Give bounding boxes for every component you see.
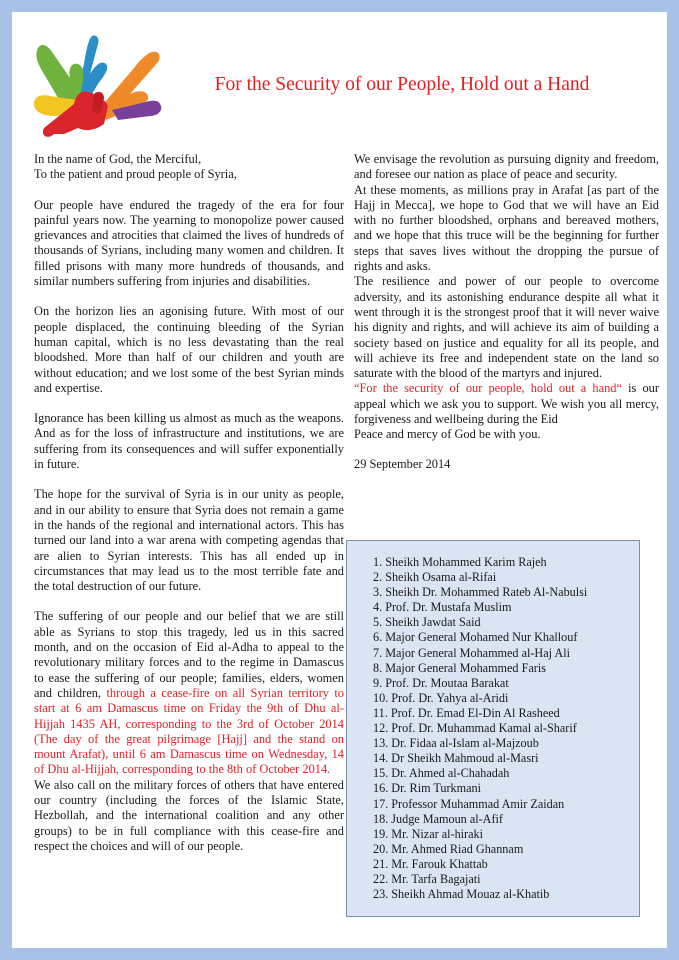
signatory-item: 1. Sheikh Mohammed Karim Rajeh — [373, 555, 547, 569]
signatory-item: 12. Prof. Dr. Muhammad Kamal al-Sharif — [373, 721, 577, 736]
signatory-item: 20. Mr. Ahmed Riad Ghannam — [373, 841, 524, 856]
left-column — [34, 152, 344, 854]
signatory-item: 4. Prof. Dr. Mustafa Muslim — [373, 600, 512, 615]
signatories-list — [373, 555, 639, 902]
paragraph: We envisage the revolution as pursuing dignity and freedom, and foresee our nation as place of peace and security. — [354, 152, 659, 182]
letter-date: 29 September 2014 — [354, 456, 451, 471]
signatory-item: 5. Sheikh Jawdat Said — [373, 615, 481, 630]
signatory-item: 10. Prof. Dr. Yahya al-Aridi — [373, 690, 509, 705]
signatory-item: 8. Major General Mohammed Faris — [373, 660, 546, 675]
greeting-line-1: In the name of God, the Merciful, — [34, 152, 202, 166]
slogan-quote: “For the security of our people, hold out a hand“ — [354, 381, 622, 396]
hands-logo-icon — [34, 34, 164, 142]
signatory-item: 17. Professor Muhammad Amir Zaidan — [373, 796, 565, 811]
paragraph — [354, 381, 659, 427]
signatory-item: 6. Major General Mohamed Nur Khallouf — [373, 630, 578, 645]
signatory-item: 18. Judge Mamoun al-Afif — [373, 811, 503, 826]
paragraph: On the horizon lies an agonising future. With most of our people displaced, the continuing bleeding of the Syrian human capital, which is no less devastating than the real bloodshed. More than half of our children and youth are without education; and we lost some of the best Syrian minds and expertise. — [34, 304, 344, 395]
signatory-item: 22. Mr. Tarfa Bagajati — [373, 871, 481, 886]
right-column — [354, 152, 659, 472]
signatory-item: 2. Sheikh Osama al-Rifai — [373, 570, 497, 585]
appeal-text: The suffering of our people and our belief that we are still able as Syrians to stop this tragedy, led us in this sacred month, and on the occasion of Eid al-Adha to appeal to the revolutionary military forces and to the regime in Damascus to ease the suffering of our people; families, elders, women and children, — [34, 609, 344, 700]
signatory-item: 14. Dr Sheikh Mahmoud al-Masri — [373, 751, 539, 766]
paragraph: The hope for the survival of Syria is in our unity as people, and in our ability to ensure that Syria does not remain a game in the hands of the regional and international actors. This has turned our land into a war arena with competing agendas that are alien to Syrian interests. This has all ended up in circumstances that may lead us to the most terrible fate and the total destruction of our future. — [34, 487, 344, 594]
signatory-item: 16. Dr. Rim Turkmani — [373, 781, 482, 796]
paragraph: Our people have endured the tragedy of the era for four painful years now. The yearning to monopolize power caused grievances and atrocities that claimed the lives of hundreds of thousands of Syrians, including many women and children. It filled prisons with many more hundreds of thousands, and similar numbers suffering from injuries and disabilities. — [34, 197, 344, 289]
signatory-item: 9. Prof. Dr. Moutaa Barakat — [373, 675, 509, 690]
signatory-item: 19. Mr. Nizar al-hiraki — [373, 826, 483, 841]
paragraph — [34, 609, 344, 777]
signatory-item: 11. Prof. Dr. Emad El-Din Al Rasheed — [373, 705, 560, 720]
paragraph: We also call on the military forces of others that have entered our country (including the forces of the Islamic State, Hezbollah, and the international coalition and any other groups) to be in full compliance with this cease-fire and respect the choices and will of our people. — [34, 777, 344, 853]
signatory-item: 23. Sheikh Ahmad Mouaz al-Khatib — [373, 887, 550, 902]
signatories-box — [346, 540, 640, 917]
signatory-item: 21. Mr. Farouk Khattab — [373, 856, 488, 871]
signatory-item: 15. Dr. Ahmed al-Chahadah — [373, 766, 510, 781]
page — [12, 12, 667, 948]
slogan-continuation: is our appeal which we ask you to support. We wish you all mercy, forgiveness and wellbeing during the Eid — [354, 381, 659, 427]
ceasefire-terms: through a cease-fire on all Syrian territory to start at 6 am Damascus time on Friday the 9th of Dhu al-Hijjah 1435 AH, corresponding to the 3rd of October 2014 (The day of the great pilgrimage [Hajj] and the stand on mount Arafat), until 6 am Damascus time on Wednesday, 14 of Dhu al-Hijjah, corresponding to the 8th of October 2014. — [34, 685, 344, 777]
signatory-item: 3. Sheikh Dr. Mohammed Rateb Al-Nabulsi — [373, 585, 588, 600]
greeting-line-2: To the patient and proud people of Syria, — [34, 167, 237, 182]
page-title: For the Security of our People, Hold out a Hand — [214, 74, 590, 95]
paragraph: The resilience and power of our people to overcome adversity, and its astonishing endurance despite all what it went through it is the strongest proof that it will never waive his dignity and rights, and will achieve its aim of building a society based on justice and equality for all its people, and will achieve its free and independent state on the land so saturate with the blood of the martyrs and injured. — [354, 274, 659, 381]
closing-line: Peace and mercy of God be with you. — [354, 427, 541, 442]
paragraph: At these moments, as millions pray in Arafat [as part of the Hajj in Mecca], we hope to God that we will have an Eid with no further bloodshed, orphans and bereaved mothers, and we hope that this truce will be the beginning for further steps that saves lives without the dropping the pursue of rights and asks. — [354, 182, 659, 274]
paragraph: Ignorance has been killing us almost as much as the weapons. And as for the loss of infrastructure and institutions, we are suffering from its consequences and will suffer exponentially in future. — [34, 411, 344, 472]
signatory-item: 7. Major General Mohammed al-Haj Ali — [373, 645, 570, 660]
signatory-item: 13. Dr. Fidaa al-Islam al-Majzoub — [373, 736, 539, 751]
